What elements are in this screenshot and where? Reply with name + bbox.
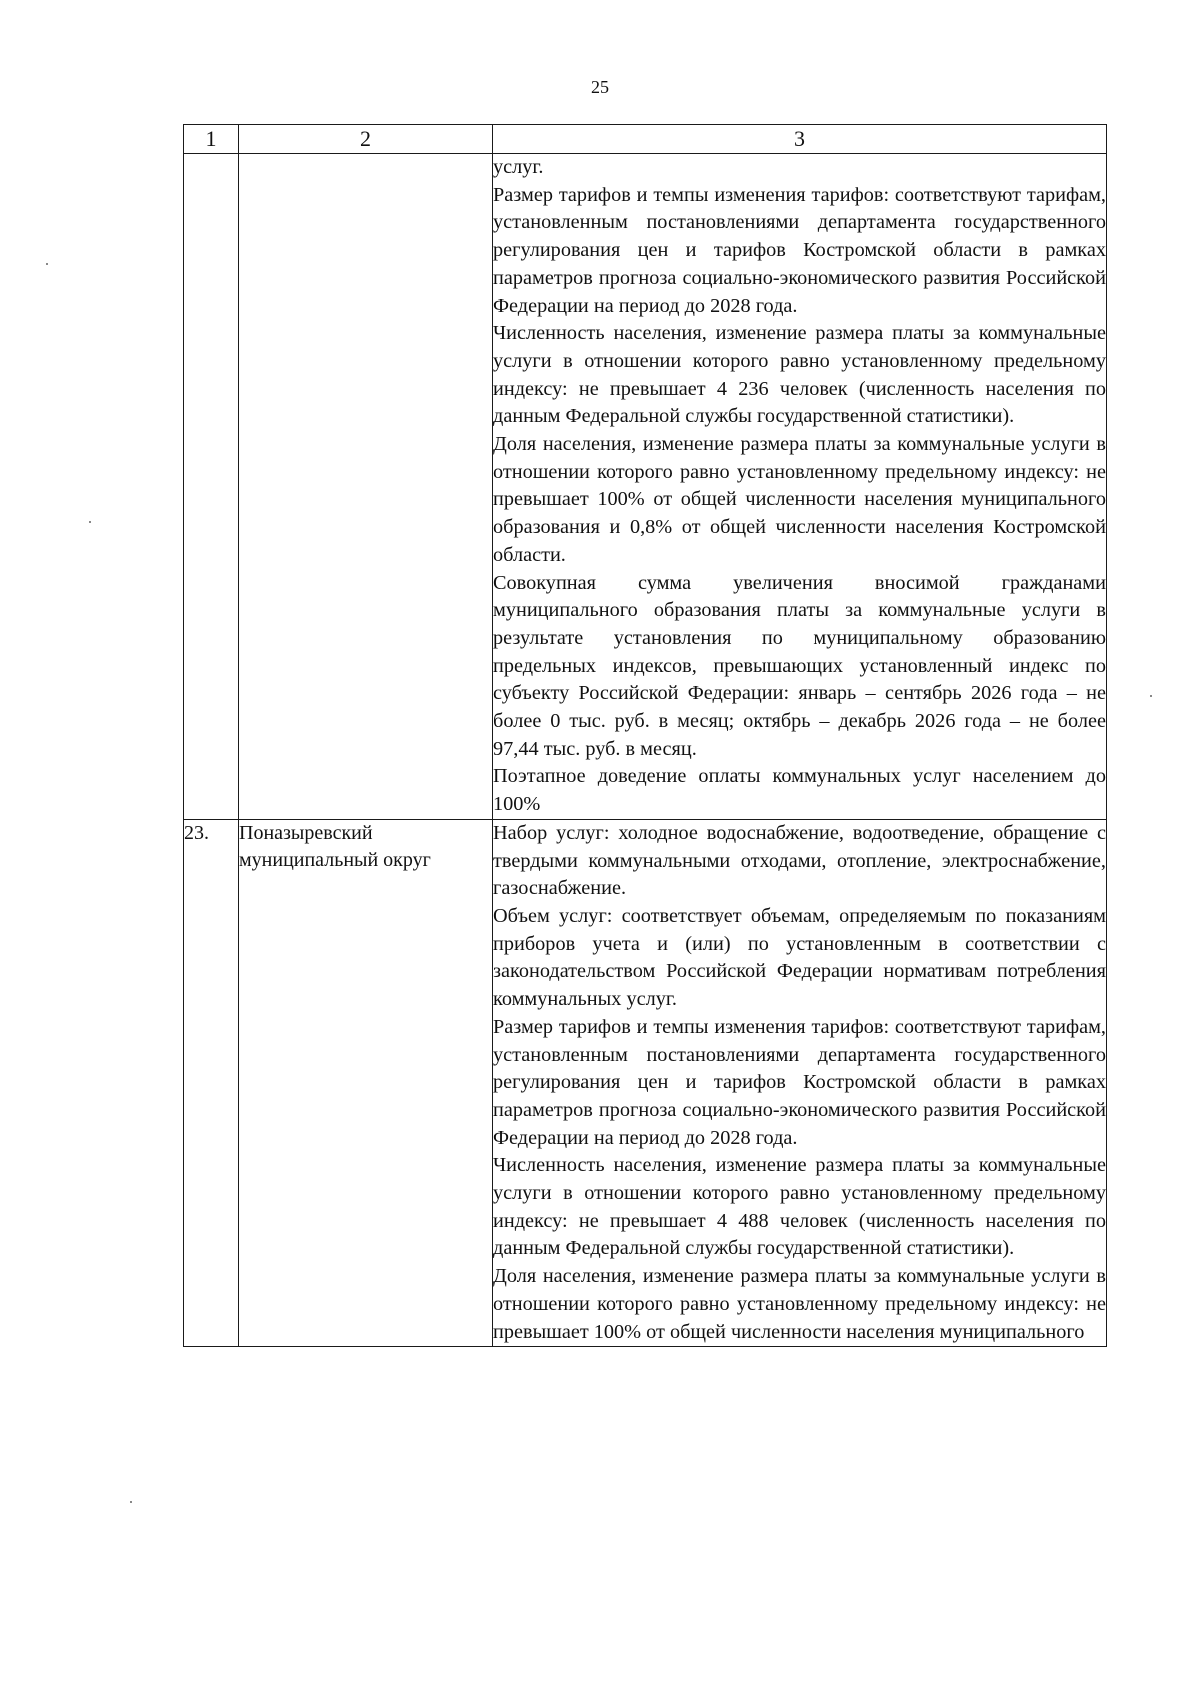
paragraph: Совокупная сумма увеличения вносимой гражданами муниципального образования платы за коммунальные услуги в результате установления по муниципальному образованию предельных индексов, превышающих установленный индекс по субъекту Российской Федерации: январь – сентябрь 2026 года – не более 0 тыс. руб. в месяц; октябрь – декабрь 2026 года – не более 97,44 тыс. руб. в месяц.: [493, 571, 1106, 760]
paragraph: Численность населения, изменение размера платы за коммунальные услуги в отношении которого равно установленному предельному индексу: не превышает 4 236 человек (численность населения по данным Федеральной службы государственной статистики).: [493, 322, 1106, 428]
paragraph: Размер тарифов и темпы изменения тарифов: соответствуют тарифам, установленным постановлениями департамента государственного регулирования цен и тарифов Костромской области в рамках параметров прогноза социально-экономического развития Российской Федерации на период до 2028 года.: [493, 1015, 1106, 1149]
table-header-row: [184, 125, 1107, 154]
scan-speck: [89, 521, 91, 523]
page-number: 25: [591, 77, 609, 97]
scan-speck: [1150, 695, 1152, 697]
row-description: [493, 154, 1107, 820]
paragraph: Размер тарифов и темпы изменения тарифов: соответствуют тарифам, установленным постановлениями департамента государственного регулирования цен и тарифов Костромской области в рамках параметров прогноза социально-экономического развития Российской Федерации на период до 2028 года.: [493, 183, 1106, 317]
header-col-3: 3: [493, 125, 1107, 154]
paragraph: услуг.: [493, 156, 544, 178]
paragraph: Набор услуг: холодное водоснабжение, водоотведение, обращение с твердыми коммунальными отходами, отопление, электроснабжение, газоснабжение.: [493, 821, 1106, 900]
header-col-2: 2: [239, 125, 493, 154]
paragraph: Поэтапное доведение оплаты коммунальных услуг населением до 100%: [493, 765, 1106, 816]
paragraph: Численность населения, изменение размера платы за коммунальные услуги в отношении которого равно установленному предельному индексу: не превышает 4 488 человек (численность населения по данным Федеральной службы государственной статистики).: [493, 1154, 1106, 1260]
row-description: [493, 819, 1107, 1346]
paragraph: Объем услуг: соответствует объемам, определяемым по показаниям приборов учета и (или) по установленным в соответствии с законодательством Российской Федерации нормативам потребления коммунальных услуг.: [493, 904, 1106, 1011]
municipality-name: Поназыревский муниципальный округ: [239, 819, 493, 1346]
municipal-table: [183, 124, 1107, 1347]
paragraph: Доля населения, изменение размера платы за коммунальные услуги в отношении которого равно установленному предельному индексу: не превышает 100% от общей численности населения муниципального: [493, 1265, 1106, 1343]
scan-speck: [46, 263, 48, 265]
row-number: [184, 154, 239, 820]
table-row-continuation: [184, 154, 1107, 820]
table-row-23: [184, 819, 1107, 1346]
header-col-1: 1: [184, 125, 239, 154]
municipality-name: [239, 154, 493, 820]
paragraph: Доля населения, изменение размера платы за коммунальные услуги в отношении которого равно установленному предельному индексу: не превышает 100% от общей численности населения муниципального образования и 0,8% от общей численности населения Костромской области.: [493, 433, 1106, 566]
scan-speck: [130, 1501, 132, 1503]
row-number: 23.: [184, 819, 239, 1346]
